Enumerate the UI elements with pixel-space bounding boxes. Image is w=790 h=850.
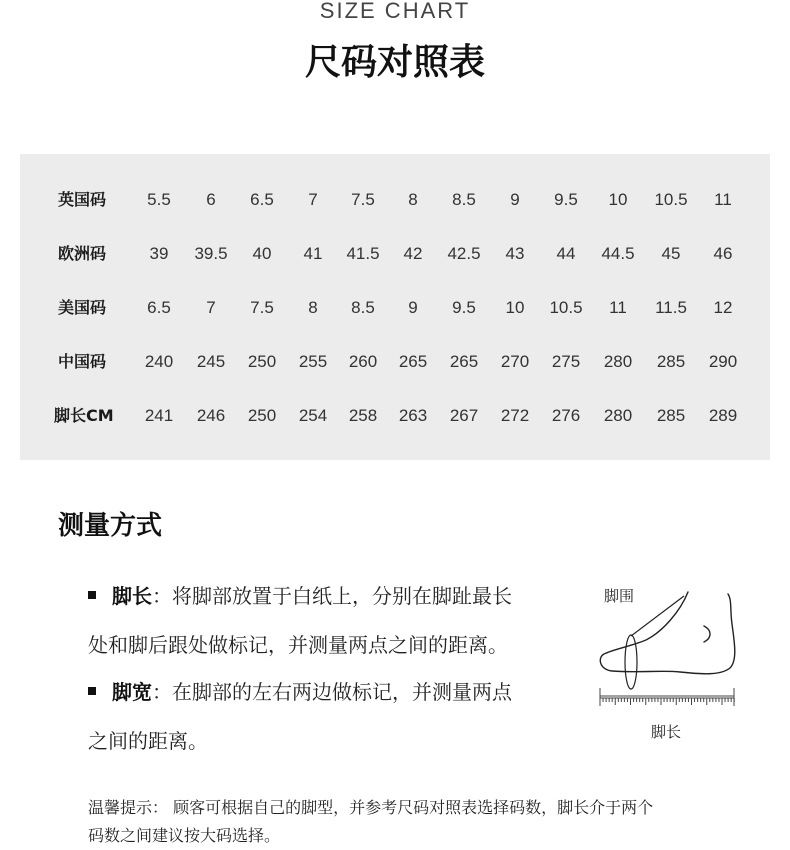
table-cell: 8.5 <box>452 190 476 209</box>
table-cell: 246 <box>196 406 226 425</box>
table-cell: 285 <box>656 406 686 425</box>
table-cell: 10.5 <box>549 298 583 317</box>
table-cell: 6.5 <box>147 298 171 317</box>
table-cell: 290 <box>708 352 738 371</box>
foot-outline-icon <box>600 592 735 674</box>
foot-width-term: 脚宽 <box>112 680 152 704</box>
table-cell: 272 <box>500 406 530 425</box>
foot-width-instruction <box>88 668 578 766</box>
table-cell: 280 <box>603 352 633 371</box>
table-cell: 7.5 <box>351 190 375 209</box>
table-cell: 9.5 <box>554 190 578 209</box>
diagram-girth-label: 脚围 <box>604 587 635 605</box>
foot-length-line-1 <box>88 572 578 621</box>
tip-line-2: 码数之间建议按大码选择。 <box>88 826 281 845</box>
foot-width-desc-1: ：在脚部的左右两边做标记，并测量两点 <box>152 680 512 704</box>
bullet-icon <box>88 687 96 695</box>
table-cell: 9 <box>408 298 418 317</box>
table-row-cn <box>20 347 770 377</box>
table-cell: 267 <box>449 406 479 425</box>
foot-measure-diagram <box>596 586 740 716</box>
foot-width-line-1 <box>88 668 578 717</box>
table-cell: 39 <box>149 244 169 263</box>
table-cell: 7 <box>308 190 318 209</box>
table-cell: 9 <box>510 190 520 209</box>
table-row-us <box>20 293 770 323</box>
measure-section-title: 测量方式 <box>58 511 163 541</box>
table-cell: 275 <box>551 352 581 371</box>
table-cell: 46 <box>713 244 733 263</box>
table-cell: 258 <box>348 406 378 425</box>
table-cell: 280 <box>603 406 633 425</box>
table-cell: 241 <box>144 406 174 425</box>
table-cell: 42.5 <box>447 244 481 263</box>
chart-subtitle: SIZE CHART <box>319 0 471 23</box>
table-cell: 6 <box>206 190 216 209</box>
table-cell: 8.5 <box>351 298 375 317</box>
ruler-icon <box>600 688 734 706</box>
table-cell: 12 <box>713 298 733 317</box>
table-cell: 43 <box>505 244 525 263</box>
table-row-eu <box>20 239 770 269</box>
table-cell: 10 <box>505 298 525 317</box>
table-cell: 39.5 <box>194 244 228 263</box>
table-cell: 11.5 <box>655 298 687 317</box>
foot-length-term: 脚长 <box>112 584 152 608</box>
foot-length-line-2: 处和脚后跟处做标记，并测量两点之间的距离。 <box>88 633 508 657</box>
table-cell: 263 <box>398 406 428 425</box>
table-cell: 285 <box>656 352 686 371</box>
foot-width-line-2: 之间的距离。 <box>88 729 208 753</box>
table-cell: 255 <box>298 352 328 371</box>
foot-length-desc-1: ：将脚部放置于白纸上，分别在脚趾最长 <box>152 584 512 608</box>
row-label-us: 美国码 <box>58 298 107 317</box>
table-row-foot-length <box>20 401 770 431</box>
table-row-uk <box>20 185 770 215</box>
table-cell: 254 <box>298 406 328 425</box>
diagram-length-label: 脚长 <box>651 723 682 741</box>
page-title: 尺码对照表 <box>304 42 485 83</box>
table-cell: 45 <box>661 244 681 263</box>
row-label-cn: 中国码 <box>58 352 107 371</box>
table-cell: 250 <box>247 352 277 371</box>
table-cell: 270 <box>500 352 530 371</box>
size-chart-table <box>20 154 770 460</box>
table-cell: 8 <box>408 190 418 209</box>
table-cell: 44 <box>556 244 576 263</box>
table-cell: 6.5 <box>250 190 274 209</box>
foot-length-instruction <box>88 572 578 670</box>
table-cell: 8 <box>308 298 318 317</box>
table-cell: 11 <box>714 190 732 209</box>
tip-text <box>88 794 748 850</box>
table-cell: 42 <box>403 244 423 263</box>
table-cell: 265 <box>398 352 428 371</box>
table-cell: 245 <box>196 352 226 371</box>
table-cell: 10.5 <box>654 190 688 209</box>
table-cell: 11 <box>609 298 627 317</box>
table-cell: 7.5 <box>250 298 274 317</box>
table-cell: 41.5 <box>346 244 380 263</box>
table-cell: 9.5 <box>452 298 476 317</box>
table-cell: 7 <box>206 298 216 317</box>
table-cell: 260 <box>348 352 378 371</box>
table-cell: 5.5 <box>147 190 171 209</box>
table-cell: 265 <box>449 352 479 371</box>
row-label-foot-length: 脚长CM <box>54 406 114 425</box>
row-label-uk: 英国码 <box>58 190 107 209</box>
girth-loop-icon <box>625 596 684 689</box>
table-cell: 40 <box>252 244 272 263</box>
table-cell: 41 <box>303 244 323 263</box>
table-cell: 276 <box>551 406 581 425</box>
table-cell: 250 <box>247 406 277 425</box>
bullet-icon <box>88 591 96 599</box>
table-cell: 44.5 <box>601 244 635 263</box>
tip-line-1: 温馨提示： 顾客可根据自己的脚型，并参考尺码对照表选择码数，脚长介于两个 <box>88 798 654 817</box>
table-cell: 10 <box>608 190 628 209</box>
row-label-eu: 欧洲码 <box>58 244 107 263</box>
table-cell: 289 <box>708 406 738 425</box>
table-cell: 240 <box>144 352 174 371</box>
